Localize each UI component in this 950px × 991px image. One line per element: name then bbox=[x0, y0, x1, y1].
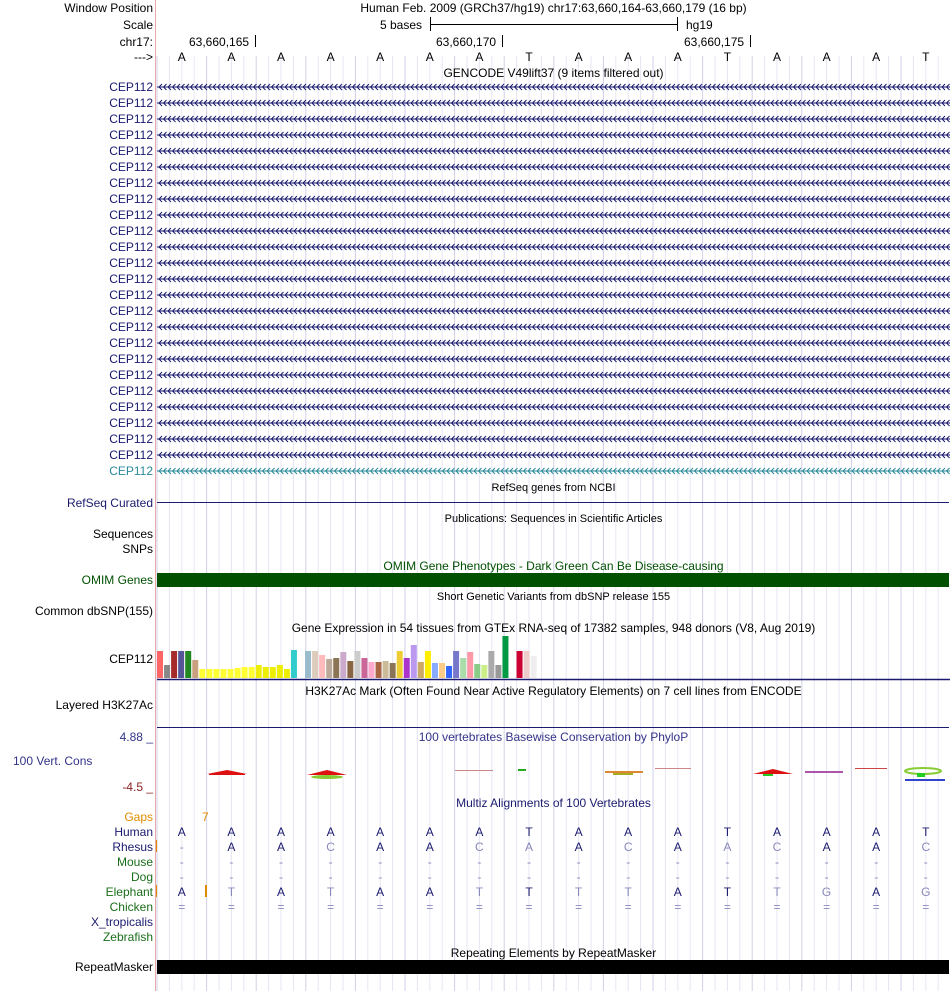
gtex-tissue-bar[interactable] bbox=[531, 656, 537, 678]
gtex-tissue-bar[interactable] bbox=[502, 636, 508, 678]
reference-base: A bbox=[574, 50, 583, 64]
multiz-base: = bbox=[773, 900, 781, 914]
reference-base: A bbox=[673, 50, 682, 64]
gencode-transcript-line[interactable] bbox=[157, 194, 950, 204]
repeatmasker-track-label[interactable]: RepeatMasker bbox=[74, 960, 153, 974]
reference-base: A bbox=[376, 50, 385, 64]
gtex-tissue-bar[interactable] bbox=[446, 666, 452, 678]
multiz-base: A bbox=[475, 825, 484, 839]
gencode-transcript-line[interactable] bbox=[157, 130, 950, 140]
h3k27ac-baseline bbox=[157, 727, 949, 728]
multiz-species-label[interactable]: Mouse bbox=[116, 855, 153, 869]
phylop-wiggle[interactable] bbox=[155, 760, 950, 786]
multiz-base: A bbox=[425, 840, 434, 854]
multiz-base: C bbox=[921, 840, 931, 854]
coord-tick-label: 63,660,165 bbox=[189, 35, 250, 49]
multiz-base: = bbox=[575, 900, 583, 914]
gencode-transcript-label[interactable]: CEP112 bbox=[109, 192, 153, 206]
phylop-peak bbox=[917, 773, 925, 777]
phylop-track-label[interactable]: 100 Vert. Cons bbox=[13, 754, 93, 768]
gtex-tissue-bar[interactable] bbox=[242, 667, 248, 678]
multiz-base: - bbox=[378, 855, 383, 869]
multiz-base: T bbox=[723, 885, 732, 899]
gtex-tissue-bar[interactable] bbox=[354, 651, 360, 678]
reference-base: A bbox=[772, 50, 782, 64]
phylop-peak bbox=[307, 770, 347, 775]
multiz-base: - bbox=[527, 855, 531, 869]
gtex-tissue-bar[interactable] bbox=[376, 662, 382, 678]
scale-label: Scale bbox=[122, 18, 153, 32]
multiz-base: - bbox=[427, 855, 432, 869]
gencode-transcript-label[interactable]: CEP112 bbox=[109, 368, 153, 382]
multiz-species-label[interactable]: Dog bbox=[130, 870, 153, 884]
repeatmasker-track-title: Repeating Elements by RepeatMasker bbox=[450, 946, 657, 960]
gencode-transcript-label[interactable]: CEP112 bbox=[109, 160, 153, 174]
multiz-base: - bbox=[378, 870, 383, 884]
multiz-species-label[interactable]: Human bbox=[114, 825, 153, 839]
multiz-base: - bbox=[874, 870, 879, 884]
multiz-species-label[interactable]: X_tropicalis bbox=[90, 915, 153, 929]
gencode-track-title: GENCODE V49lift37 (9 items filtered out) bbox=[443, 66, 664, 80]
multiz-gap-marker bbox=[205, 885, 207, 897]
gencode-transcript-line[interactable] bbox=[157, 354, 950, 364]
gencode-transcript-line[interactable] bbox=[157, 434, 950, 444]
reference-base: A bbox=[624, 50, 633, 64]
multiz-base: C bbox=[326, 840, 335, 854]
gencode-transcript-line[interactable] bbox=[157, 338, 950, 348]
gtex-tissue-bar[interactable] bbox=[220, 669, 226, 678]
multiz-base: = bbox=[475, 900, 483, 914]
multiz-base: - bbox=[229, 870, 234, 884]
coord-tick-label: 63,660,170 bbox=[436, 35, 497, 49]
phylop-peak bbox=[518, 769, 526, 771]
gtex-tissue-bar[interactable] bbox=[460, 658, 466, 678]
multiz-base: T bbox=[525, 825, 533, 839]
gtex-tissue-bar[interactable] bbox=[256, 665, 262, 678]
gtex-tissue-bar[interactable] bbox=[213, 669, 219, 678]
gtex-tissue-bar[interactable] bbox=[397, 651, 403, 678]
multiz-base: - bbox=[874, 855, 879, 869]
multiz-base: A bbox=[872, 825, 881, 839]
multiz-base: = bbox=[277, 900, 285, 914]
multiz-base: A bbox=[723, 840, 732, 854]
reference-base: A bbox=[326, 50, 335, 64]
multiz-base: - bbox=[477, 855, 482, 869]
multiz-base: A bbox=[524, 840, 534, 854]
phylop-peak bbox=[605, 771, 643, 773]
gtex-tissue-bar[interactable] bbox=[439, 663, 445, 678]
gtex-tissue-bar[interactable] bbox=[347, 661, 353, 678]
gtex-tissue-bar[interactable] bbox=[510, 662, 516, 678]
phylop-peak bbox=[455, 770, 493, 771]
phylop-peak bbox=[763, 774, 773, 776]
multiz-base: - bbox=[527, 870, 531, 884]
dbsnp-track-label[interactable]: Common dbSNP(155) bbox=[34, 604, 153, 618]
scale-assembly: hg19 bbox=[686, 18, 713, 32]
gtex-tissue-bar[interactable] bbox=[383, 661, 389, 678]
dbsnp-track-title: Short Genetic Variants from dbSNP release 155 bbox=[436, 591, 671, 603]
phylop-peak bbox=[805, 771, 843, 773]
multiz-base: T bbox=[227, 885, 236, 899]
multiz-gaps-value: 7 bbox=[202, 810, 209, 824]
gencode-transcript-label[interactable]: CEP112 bbox=[109, 224, 153, 238]
gencode-transcript-line[interactable] bbox=[157, 290, 950, 300]
multiz-base: - bbox=[626, 855, 631, 869]
reference-base: A bbox=[425, 50, 434, 64]
multiz-base: - bbox=[576, 855, 581, 869]
gtex-tissue-bar[interactable] bbox=[524, 651, 530, 678]
gtex-track-label[interactable]: CEP112 bbox=[109, 652, 153, 666]
multiz-base: T bbox=[624, 885, 632, 899]
phylop-peak bbox=[613, 773, 633, 775]
coord-tick-mark bbox=[750, 35, 751, 47]
multiz-base: T bbox=[773, 885, 781, 899]
multiz-base: - bbox=[477, 870, 482, 884]
multiz-base: A bbox=[574, 825, 583, 839]
coord-tick-mark bbox=[502, 35, 503, 47]
multiz-base: - bbox=[675, 870, 680, 884]
multiz-base: = bbox=[525, 900, 533, 914]
gtex-tissue-bar[interactable] bbox=[284, 669, 290, 678]
multiz-base: = bbox=[872, 900, 880, 914]
gencode-transcript-label[interactable]: CEP112 bbox=[109, 400, 153, 414]
window-position-value: Human Feb. 2009 (GRCh37/hg19) chr17:63,660,164-63,660,179 (16 bp) bbox=[360, 1, 747, 15]
gencode-transcript-line[interactable] bbox=[157, 466, 950, 476]
phylop-features bbox=[207, 768, 945, 781]
multiz-base: - bbox=[824, 870, 829, 884]
multiz-base: = bbox=[227, 900, 235, 914]
gtex-bar-chart[interactable] bbox=[155, 635, 950, 681]
multiz-base: A bbox=[624, 825, 633, 839]
phylop-peak bbox=[207, 770, 247, 774]
gtex-tissue-bar[interactable] bbox=[361, 658, 367, 678]
gtex-tissue-bar[interactable] bbox=[333, 658, 339, 678]
multiz-base: A bbox=[822, 840, 831, 854]
gencode-transcript-label[interactable]: CEP112 bbox=[109, 288, 153, 302]
multiz-base: - bbox=[775, 855, 779, 869]
multiz-base: = bbox=[327, 900, 335, 914]
gencode-transcript-label[interactable]: CEP112 bbox=[109, 272, 153, 286]
gencode-transcript-label[interactable]: CEP112 bbox=[109, 432, 153, 446]
gencode-transcript-line[interactable] bbox=[157, 306, 950, 316]
gtex-tissue-bar[interactable] bbox=[390, 663, 396, 678]
reference-base: T bbox=[525, 50, 533, 64]
multiz-base: - bbox=[179, 870, 184, 884]
gtex-tissue-bar[interactable] bbox=[249, 667, 255, 678]
multiz-base: - bbox=[427, 870, 432, 884]
multiz-base: - bbox=[725, 870, 730, 884]
h3k27ac-track-label[interactable]: Layered H3K27Ac bbox=[55, 698, 153, 712]
omim-track-title: OMIM Gene Phenotypes - Dark Green Can Be Disease-causing bbox=[383, 559, 724, 573]
multiz-base: A bbox=[822, 825, 831, 839]
multiz-base: - bbox=[279, 855, 283, 869]
multiz-base: A bbox=[673, 840, 682, 854]
gencode-transcript-label[interactable]: CEP112 bbox=[109, 128, 153, 142]
gencode-transcript-label[interactable]: CEP112 bbox=[109, 176, 153, 190]
reference-base: A bbox=[177, 50, 186, 64]
gtex-tissue-bar[interactable] bbox=[481, 665, 487, 678]
gencode-transcript-label[interactable]: CEP112 bbox=[109, 416, 153, 430]
multiz-base: A bbox=[376, 885, 385, 899]
multiz-base: A bbox=[673, 885, 682, 899]
gencode-transcript-label[interactable]: CEP112 bbox=[109, 96, 153, 110]
multiz-base: = bbox=[376, 900, 384, 914]
gtex-tissue-bar[interactable] bbox=[312, 651, 318, 678]
gtex-tissue-bar[interactable] bbox=[474, 664, 480, 678]
gencode-transcript-label[interactable]: CEP112 bbox=[109, 384, 153, 398]
gtex-tissue-bar[interactable] bbox=[340, 652, 346, 678]
gtex-tissue-bar[interactable] bbox=[164, 665, 170, 678]
publications-sequences-label[interactable]: Sequences bbox=[92, 527, 153, 541]
multiz-base: A bbox=[376, 840, 385, 854]
multiz-species-label[interactable]: Zebrafish bbox=[102, 930, 153, 944]
gtex-tissue-bar[interactable] bbox=[277, 665, 283, 678]
gencode-transcript-line[interactable] bbox=[157, 418, 950, 428]
multiz-base: A bbox=[177, 825, 186, 839]
multiz-base: - bbox=[675, 855, 680, 869]
scale-bar-left-cap bbox=[430, 17, 431, 31]
gtex-tissue-bar[interactable] bbox=[404, 658, 410, 678]
reference-base: A bbox=[276, 50, 286, 64]
multiz-base: - bbox=[576, 870, 581, 884]
multiz-base: - bbox=[923, 855, 928, 869]
gencode-transcript-label[interactable]: CEP112 bbox=[109, 144, 153, 158]
multiz-base: A bbox=[276, 825, 286, 839]
multiz-base: - bbox=[328, 870, 333, 884]
multiz-base: A bbox=[772, 825, 782, 839]
multiz-base: A bbox=[872, 885, 881, 899]
gencode-transcript-label[interactable]: CEP112 bbox=[109, 336, 153, 350]
gencode-transcript-line[interactable] bbox=[157, 226, 950, 236]
phylop-peak bbox=[209, 774, 245, 775]
reference-base: T bbox=[922, 50, 930, 64]
multiz-base: A bbox=[326, 825, 335, 839]
phylop-peak bbox=[753, 769, 793, 774]
multiz-base: A bbox=[276, 885, 286, 899]
multiz-base: = bbox=[426, 900, 434, 914]
gtex-tissue-bar[interactable] bbox=[228, 669, 234, 678]
gencode-transcript-label[interactable]: CEP112 bbox=[109, 352, 153, 366]
gtex-tissue-bar[interactable] bbox=[171, 651, 177, 678]
window-position-label: Window Position bbox=[64, 1, 153, 15]
multiz-base: A bbox=[574, 840, 583, 854]
multiz-species-label[interactable]: Elephant bbox=[105, 885, 153, 899]
gtex-tissue-bar[interactable] bbox=[298, 661, 304, 678]
multiz-track-title: Multiz Alignments of 100 Vertebrates bbox=[456, 796, 651, 810]
gencode-transcript-line[interactable] bbox=[157, 242, 950, 252]
scale-bar-right-cap bbox=[677, 17, 678, 31]
multiz-base: = bbox=[823, 900, 831, 914]
gtex-tissue-bar[interactable] bbox=[270, 667, 276, 678]
gtex-tissue-bar[interactable] bbox=[291, 650, 297, 678]
multiz-base: = bbox=[922, 900, 930, 914]
gtex-tissue-bar[interactable] bbox=[178, 651, 184, 678]
gtex-tissue-bar[interactable] bbox=[517, 651, 523, 678]
gencode-transcript-line[interactable] bbox=[157, 210, 950, 220]
gtex-tissue-bar[interactable] bbox=[157, 651, 163, 678]
refseq-line bbox=[157, 502, 949, 503]
strand-label: ---> bbox=[134, 50, 153, 64]
gtex-tissue-bar[interactable] bbox=[418, 662, 424, 678]
gencode-transcript-line[interactable] bbox=[157, 258, 950, 268]
multiz-base: - bbox=[626, 870, 631, 884]
reference-base: A bbox=[227, 50, 236, 64]
multiz-base: T bbox=[922, 825, 930, 839]
multiz-base: A bbox=[425, 885, 434, 899]
gtex-tissue-bar[interactable] bbox=[453, 651, 459, 678]
multiz-species-label[interactable]: Chicken bbox=[109, 900, 153, 914]
gencode-transcript-label[interactable]: CEP112 bbox=[109, 208, 153, 222]
gtex-tissue-bar[interactable] bbox=[206, 669, 212, 678]
reference-base: T bbox=[723, 50, 732, 64]
multiz-base: T bbox=[723, 825, 732, 839]
multiz-base: - bbox=[775, 870, 779, 884]
gtex-tissue-bar[interactable] bbox=[467, 652, 473, 678]
gencode-transcript-line[interactable] bbox=[157, 402, 950, 412]
gencode-transcript-line[interactable] bbox=[157, 82, 950, 92]
gtex-tissue-bar[interactable] bbox=[488, 651, 494, 678]
gtex-tissue-bar[interactable] bbox=[305, 651, 311, 678]
gencode-transcript-line[interactable] bbox=[157, 114, 950, 124]
publications-track-title: Publications: Sequences in Scientific Articles bbox=[444, 513, 663, 525]
phylop-min-label: -4.5 _ bbox=[122, 780, 153, 794]
gtex-tissue-bar[interactable] bbox=[326, 659, 332, 678]
gencode-transcript-line[interactable] bbox=[157, 162, 950, 172]
multiz-base: C bbox=[623, 840, 633, 854]
gtex-tissue-bar[interactable] bbox=[411, 645, 417, 678]
omim-track-label[interactable]: OMIM Genes bbox=[81, 573, 153, 587]
coord-tick-label: 63,660,175 bbox=[684, 35, 745, 49]
publications-snps-label[interactable]: SNPs bbox=[122, 542, 153, 556]
multiz-base: A bbox=[227, 840, 236, 854]
gencode-transcript-line[interactable] bbox=[157, 322, 950, 332]
multiz-base: - bbox=[328, 855, 333, 869]
gencode-transcript-label[interactable]: CEP112 bbox=[109, 464, 153, 478]
multiz-base: T bbox=[475, 885, 484, 899]
gtex-tissue-bar[interactable] bbox=[185, 651, 191, 678]
gtex-tissue-bar[interactable] bbox=[432, 663, 438, 678]
repeatmasker-feature-bar[interactable] bbox=[157, 960, 949, 974]
multiz-base: T bbox=[525, 885, 533, 899]
multiz-base: - bbox=[279, 870, 283, 884]
multiz-base: A bbox=[276, 840, 286, 854]
gencode-transcript-label[interactable]: CEP112 bbox=[109, 256, 153, 270]
gencode-transcript-label[interactable]: CEP112 bbox=[109, 240, 153, 254]
multiz-base: - bbox=[229, 855, 234, 869]
multiz-base: - bbox=[725, 855, 730, 869]
phylop-peak bbox=[311, 775, 343, 779]
phylop-peak bbox=[855, 768, 887, 769]
reference-base: A bbox=[822, 50, 831, 64]
multiz-base: A bbox=[673, 825, 682, 839]
multiz-base: A bbox=[376, 825, 385, 839]
phylop-peak bbox=[655, 768, 691, 769]
multiz-base: A bbox=[227, 825, 236, 839]
gtex-track-title: Gene Expression in 54 tissues from GTEx RNA-seq of 17382 samples, 948 donors (V8, Aug 2019) bbox=[291, 621, 816, 635]
multiz-base: = bbox=[624, 900, 632, 914]
multiz-base: C bbox=[772, 840, 782, 854]
scale-value: 5 bases bbox=[380, 18, 423, 32]
gtex-tissue-bar[interactable] bbox=[425, 651, 431, 678]
coord-tick-mark bbox=[255, 35, 256, 47]
multiz-base: T bbox=[326, 885, 335, 899]
multiz-base: G bbox=[821, 885, 832, 899]
multiz-base: A bbox=[872, 840, 881, 854]
multiz-base: A bbox=[177, 885, 186, 899]
gtex-tissue-bar[interactable] bbox=[192, 660, 198, 678]
gencode-transcript-line[interactable] bbox=[157, 178, 950, 188]
multiz-gaps-label: Gaps bbox=[124, 810, 153, 824]
chrom-label: chr17: bbox=[119, 35, 153, 49]
phylop-peak bbox=[905, 779, 945, 781]
refseq-track-title: RefSeq genes from NCBI bbox=[491, 482, 616, 494]
gencode-transcript-label[interactable]: CEP112 bbox=[109, 112, 153, 126]
multiz-base: = bbox=[674, 900, 682, 914]
reference-base: A bbox=[475, 50, 484, 64]
gencode-transcript-label[interactable]: CEP112 bbox=[109, 80, 153, 94]
h3k27ac-track-title: H3K27Ac Mark (Often Found Near Active Regulatory Elements) on 7 cell lines from ENCODE bbox=[305, 684, 802, 698]
multiz-base: A bbox=[425, 825, 434, 839]
phylop-max-label: 4.88 _ bbox=[119, 730, 153, 744]
gencode-transcript-label[interactable]: CEP112 bbox=[109, 304, 153, 318]
gencode-transcript-line[interactable] bbox=[157, 146, 950, 156]
multiz-species-label[interactable]: Rhesus bbox=[112, 840, 153, 854]
gencode-transcript-line[interactable] bbox=[157, 98, 950, 108]
data-area-left-border bbox=[155, 0, 156, 991]
gencode-transcript-label[interactable]: CEP112 bbox=[109, 320, 153, 334]
multiz-base: G bbox=[921, 885, 931, 899]
gencode-transcript-label[interactable]: CEP112 bbox=[109, 448, 153, 462]
gtex-tissue-bar[interactable] bbox=[495, 665, 501, 678]
multiz-base: = bbox=[723, 900, 731, 914]
multiz-base: - bbox=[179, 840, 184, 854]
gencode-transcript-line[interactable] bbox=[157, 274, 950, 284]
gtex-tissue-bar[interactable] bbox=[235, 668, 241, 678]
scale-bar bbox=[430, 24, 677, 25]
gencode-transcript-line[interactable] bbox=[157, 386, 950, 396]
reference-base: A bbox=[872, 50, 881, 64]
refseq-track-label[interactable]: RefSeq Curated bbox=[66, 496, 153, 510]
multiz-base: - bbox=[179, 855, 184, 869]
gtex-tissue-bar[interactable] bbox=[199, 669, 205, 678]
gencode-transcript-line[interactable] bbox=[157, 370, 950, 380]
phylop-track-title: 100 vertebrates Basewise Conservation by PhyloP bbox=[418, 730, 689, 744]
multiz-base: T bbox=[574, 885, 583, 899]
gtex-tissue-bar[interactable] bbox=[369, 662, 375, 678]
gencode-transcript-line[interactable] bbox=[157, 450, 950, 460]
omim-feature-bar[interactable] bbox=[157, 573, 949, 587]
gtex-tissue-bar[interactable] bbox=[319, 655, 325, 678]
gtex-tissue-bar[interactable] bbox=[263, 667, 269, 678]
multiz-base: C bbox=[475, 840, 484, 854]
multiz-base: - bbox=[824, 855, 829, 869]
multiz-base: = bbox=[178, 900, 186, 914]
multiz-base: - bbox=[923, 870, 928, 884]
